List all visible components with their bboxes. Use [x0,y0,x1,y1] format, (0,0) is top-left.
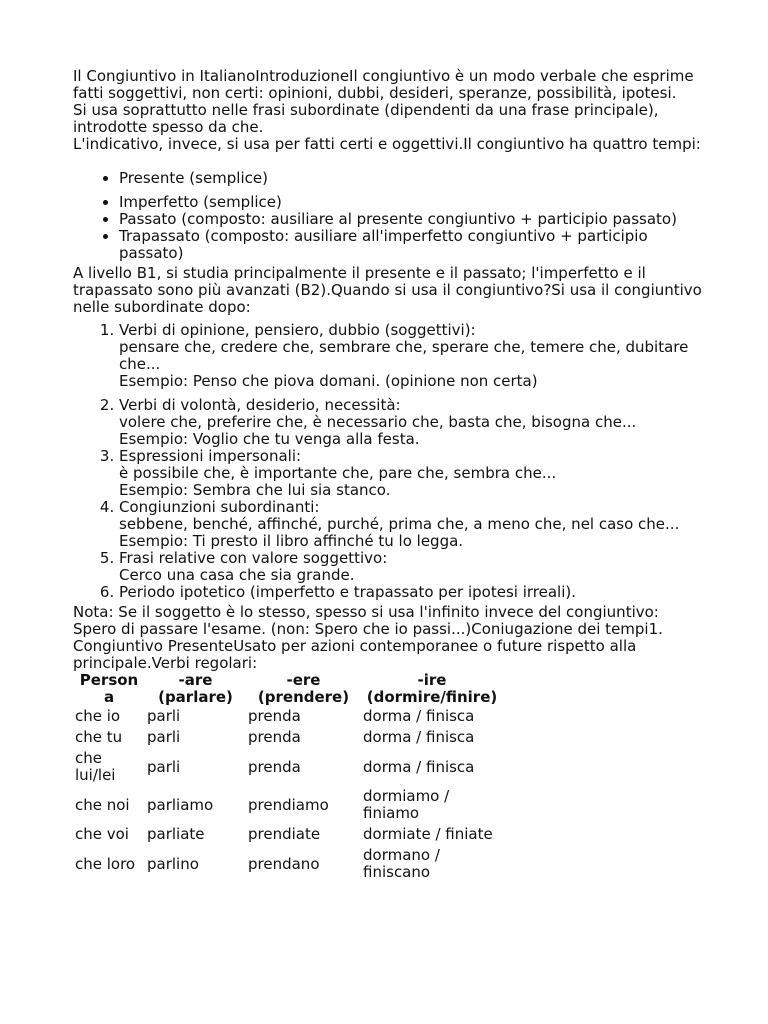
use-example: Esempio: Penso che piova domani. (opinione non certa) [119,372,538,390]
use-body: sebbene, benché, affinché, purché, prima che, a meno che, nel caso che... [119,515,680,533]
uses-list [73,322,703,601]
table-cell: dormano / finiscano [363,846,440,881]
table-cell: parli [147,728,181,746]
intro-indicative-paragraph: L'indicativo, invece, si usa per fatti certi e oggettivi.Il congiuntivo ha quattro tempi: [73,135,701,153]
table-row [73,845,503,883]
table-cell: dormiamo / finiamo [363,787,450,822]
table-cell: prendiamo [248,795,329,814]
use-title: 6. Periodo ipotetico (imperfetto e trapassato per ipotesi irreali). [119,583,576,601]
column-header-line: (dormire/finire) [366,688,498,706]
column-header [246,672,361,706]
table-cell: parli [147,707,181,725]
table-cell: dorma / finisca [363,757,475,776]
levels-paragraph: A livello B1, si studia principalmente il presente e il passato; l'imperfetto e il trapassato sono più avanzati (B2).Quando si usa il congiuntivo?Si usa il congiuntivo nelle subordinate dopo: [73,264,702,316]
column-header-line: Person [79,671,139,689]
table-row [73,786,503,824]
use-title: 5. Frasi relative con valore soggettivo: [119,549,388,567]
list-item [119,448,703,499]
table-cell: che lui/lei [75,749,116,784]
use-title: 1. Verbi di opinione, pensiero, dubbio (soggettivi): [119,321,476,339]
document-page [73,68,703,883]
table-cell: prendano [248,854,320,873]
table-cell: prenda [248,728,301,746]
table-cell: che voi [75,825,129,843]
table-cell: prenda [248,757,301,776]
column-header-line: -ire [417,671,447,689]
use-body: pensare che, credere che, sembrare che, sperare che, temere che, dubitare che... [119,338,689,373]
list-item: • Trapassato (composto: ausiliare all'imperfetto congiuntivo + participio passato) [119,228,703,262]
list-item [119,550,703,584]
use-example: Esempio: Ti presto il libro affinché tu lo legga. [119,532,464,550]
column-header-line: (parlare) [158,688,233,706]
list-item [119,322,703,390]
table-header-row [73,672,503,706]
column-header-line: -ere [286,671,321,689]
table-row [73,727,503,748]
use-body: volere che, preferire che, è necessario che, basta che, bisogna che... [119,413,637,431]
table-cell: parli [147,757,181,776]
table-cell: che loro [75,854,136,873]
table-cell: che noi [75,795,130,814]
list-item: • Presente (semplice) [119,170,703,187]
use-example: Esempio: Voglio che tu venga alla festa. [119,430,420,448]
column-header [145,672,246,706]
use-title: 3. Espressioni impersonali: [119,447,302,465]
column-header-line: (prendere) [257,688,350,706]
table-cell: che io [75,707,121,725]
intro-subordinate-paragraph: Si usa soprattutto nelle frasi subordinate (dipendenti da una frase principale), introdotte spesso da che. [73,101,659,136]
use-body: Cerco una casa che sia grande. [119,566,355,584]
list-item: • Passato (composto: ausiliare al presente congiuntivo + participio passato) [119,211,703,228]
use-example: Esempio: Sembra che lui sia stanco. [119,481,391,499]
table-cell: parliamo [147,795,214,814]
table-row [73,824,503,845]
column-header [361,672,503,706]
table-cell: parlino [147,854,199,873]
list-item [119,397,703,448]
note-paragraph: Nota: Se il soggetto è lo stesso, spesso si usa l'infinito invece del congiuntivo: Spero di passare l'esame. (non: Spero che io passi...)Coniugazione dei tempi1. Congiuntivo PresenteUsato per azioni contemporanee o future rispetto alla principale.Verbi regolari: [73,603,663,672]
table-cell: dormiate / finiate [363,825,493,843]
use-title: 4. Congiunzioni subordinanti: [119,498,320,516]
column-header [73,672,145,706]
list-item: • Imperfetto (semplice) [119,194,703,211]
use-title: 2. Verbi di volontà, desiderio, necessità: [119,396,401,414]
column-header-line: -are [178,671,213,689]
table-cell: dorma / finisca [363,707,475,725]
list-item [119,584,703,601]
use-body: è possibile che, è importante che, pare che, sembra che... [119,464,557,482]
table-cell: che tu [75,728,123,746]
tenses-list [73,170,703,262]
table-row [73,748,503,786]
table-cell: prenda [248,707,301,725]
table-cell: dorma / finisca [363,728,475,746]
list-item [119,499,703,550]
table-row [73,706,503,727]
conjugation-table [73,672,503,883]
column-header-line: a [103,688,115,706]
table-cell: prendiate [248,825,321,843]
table-cell: parliate [147,825,205,843]
intro-paragraph: Il Congiuntivo in ItalianoIntroduzioneIl congiuntivo è un modo verbale che esprime fatti soggettivi, non certi: opinioni, dubbi, desideri, speranze, possibilità, ipotesi. [73,67,694,102]
